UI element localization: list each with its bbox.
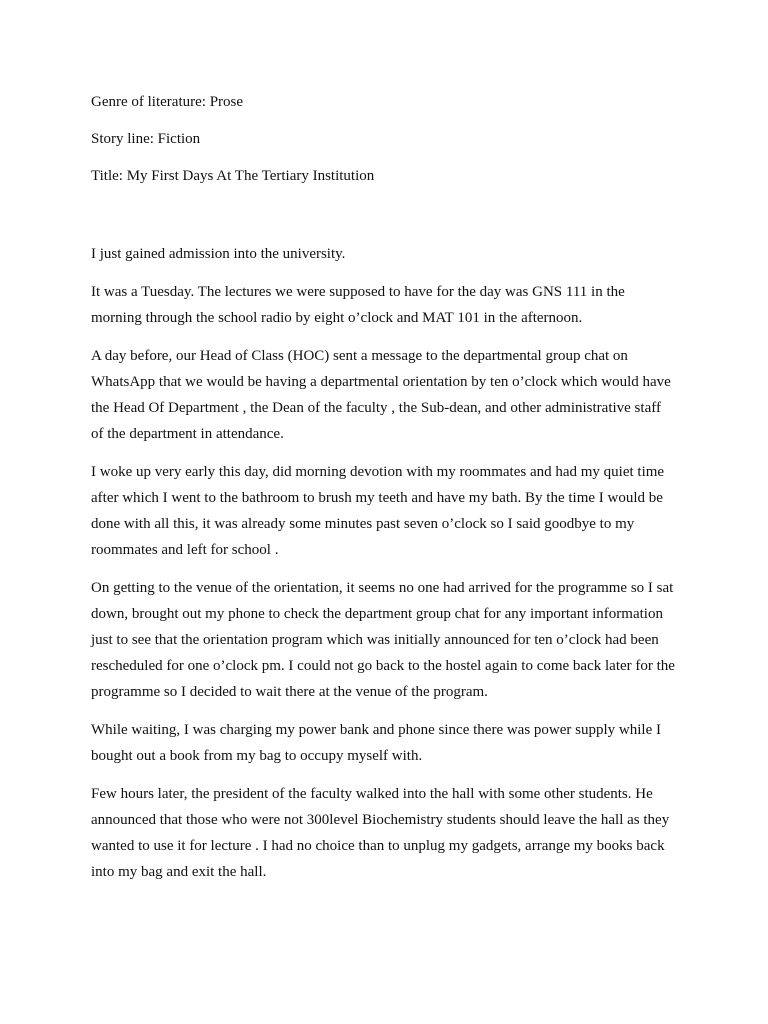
paragraph-line: I just gained admission into the university. xyxy=(91,246,346,262)
document-header xyxy=(91,93,691,204)
title-line: Title: My First Days At The Tertiary Institution xyxy=(91,168,375,184)
paragraph-line: A day before, our Head of Class (HOC) sent a message to the departmental group chat on xyxy=(91,348,628,364)
paragraph-line: Few hours later, the president of the faculty walked into the hall with some other students. He xyxy=(91,786,653,802)
paragraph-line: It was a Tuesday. The lectures we were supposed to have for the day was GNS 111 in the xyxy=(91,284,625,300)
story-body xyxy=(91,241,711,897)
storyline-line: Story line: Fiction xyxy=(91,131,201,147)
paragraph-line: done with all this, it was already some minutes past seven o’clock so I said goodbye to my xyxy=(91,516,635,532)
paragraph-line: bought out a book from my bag to occupy myself with. xyxy=(91,748,423,764)
paragraph-line: rescheduled for one o’clock pm. I could not go back to the hostel again to come back later for the xyxy=(91,658,675,674)
paragraph-line: programme so I decided to wait there at the venue of the program. xyxy=(91,684,488,700)
story-paragraph xyxy=(91,717,711,769)
story-paragraph xyxy=(91,781,711,885)
story-paragraph xyxy=(91,459,711,563)
paragraph-line: While waiting, I was charging my power bank and phone since there was power supply while I xyxy=(91,722,661,738)
story-paragraph xyxy=(91,279,711,331)
paragraph-line: roommates and left for school . xyxy=(91,542,279,558)
paragraph-line: wanted to use it for lecture . I had no choice than to unplug my gadgets, arrange my books back xyxy=(91,838,665,854)
paragraph-line: just to see that the orientation program which was initially announced for ten o’clock had been xyxy=(91,632,659,648)
paragraph-line: after which I went to the bathroom to brush my teeth and have my bath. By the time I would be xyxy=(91,490,663,506)
genre-line: Genre of literature: Prose xyxy=(91,94,244,110)
paragraph-line: announced that those who were not 300level Biochemistry students should leave the hall as they xyxy=(91,812,670,828)
story-paragraph xyxy=(91,241,711,267)
story-paragraph xyxy=(91,343,711,447)
paragraph-line: morning through the school radio by eight o’clock and MAT 101 in the afternoon. xyxy=(91,310,583,326)
paragraph-line: On getting to the venue of the orientation, it seems no one had arrived for the programme so I sat xyxy=(91,580,674,596)
paragraph-line: of the department in attendance. xyxy=(91,426,284,442)
paragraph-line: WhatsApp that we would be having a departmental orientation by ten o’clock which would have xyxy=(91,374,671,390)
paragraph-line: into my bag and exit the hall. xyxy=(91,864,267,880)
story-paragraph xyxy=(91,575,711,705)
paragraph-line: I woke up very early this day, did morning devotion with my roommates and had my quiet time xyxy=(91,464,665,480)
paragraph-line: down, brought out my phone to check the department group chat for any important information xyxy=(91,606,663,622)
paragraph-line: the Head Of Department , the Dean of the faculty , the Sub-dean, and other administrative staff xyxy=(91,400,661,416)
